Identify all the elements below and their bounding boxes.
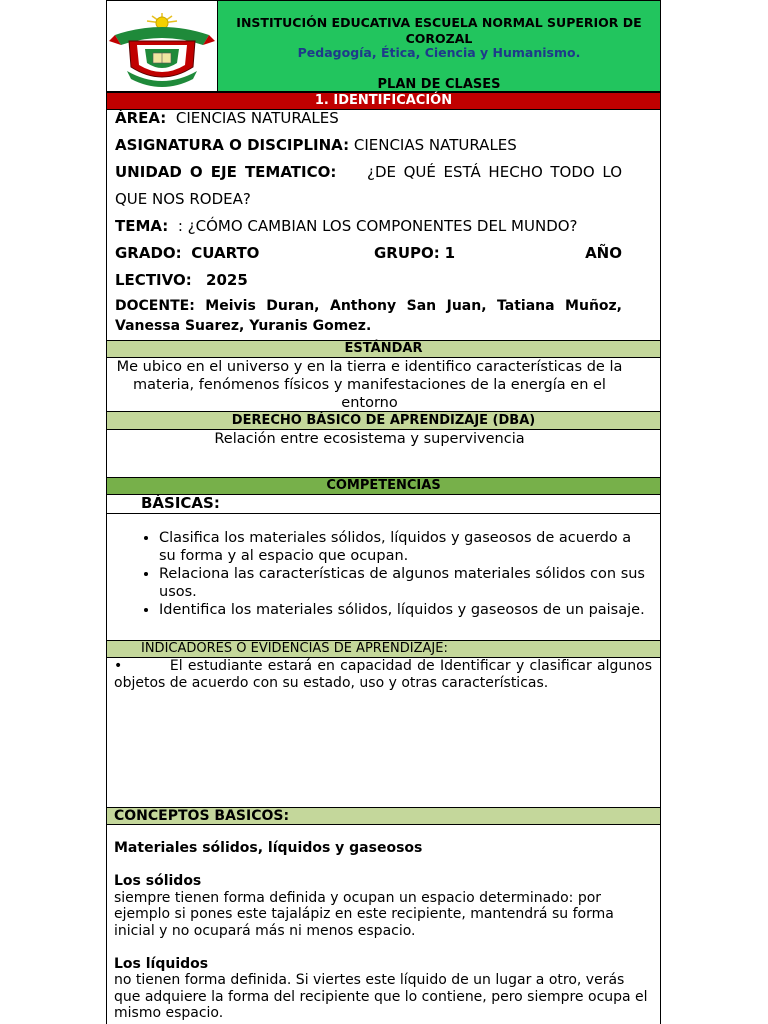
year-field [115,240,622,267]
unit-value: ¿DE QUÉ ESTÁ HECHO TODO LO QUE NOS RODEA? [115,163,623,208]
plan-title: PLAN DE CLASES [377,77,501,92]
liquids-title: Los líquidos [114,955,209,972]
group-value: 1 [444,244,456,262]
area-field [115,105,622,132]
competencies-section-bar: COMPETENCIAS [107,477,660,495]
indicator-bullet: • [114,658,123,674]
subject-field [115,132,622,159]
topic-label: TEMA: [115,217,169,235]
grade-label: GRADO: [115,244,182,262]
standard-section-bar: ESTÁNDAR [107,340,660,358]
concepts-body [114,840,650,1022]
lesson-plan-document [106,0,661,1024]
solids-text: siempre tienen forma definida y ocupan un espacio determinado: por ejemplo si pones este tajalápiz en este recipiente, mantendrá su forma inicial y no ocupará más ni menos espacio. [114,889,614,939]
institution-info-cell [218,1,660,91]
identification-section-bar: 1. IDENTIFICACIÓN [107,92,660,110]
grade-value: CUARTO [191,244,260,262]
competency-item: • Identifica los materiales sólidos, líquidos y gaseosos de un paisaje. [159,602,652,620]
concepts-heading: Materiales sólidos, líquidos y gaseosos [114,840,423,856]
standard-text: Me ubico en el universo y en la tierra e identifico características de la materia, fenómenos físicos y manifestaciones de la energía en el entorno [116,359,623,411]
competency-item: • Clasifica los materiales sólidos, líquidos y gaseosos de acuerdo a su forma y al espacio que ocupan. [159,530,652,565]
school-logo-cell [107,1,218,91]
competency-item: • Relaciona las características de algunos materiales sólidos con sus usos. [159,566,652,601]
competencies-list [117,530,652,621]
subject-value: CIENCIAS NATURALES [353,136,517,154]
group-label: GRUPO: [374,244,440,262]
topic-value: : ¿CÓMO CAMBIAN LOS COMPONENTES DEL MUNDO? [177,217,578,235]
area-value: CIENCIAS NATURALES [175,109,339,127]
year-label: LECTIVO: [115,271,192,289]
basic-competencies-label: BÁSICAS: [107,494,660,514]
liquids-text: no tienen forma definida. Si viertes este líquido de un lugar a otro, verás que adquiere la forma del recipiente que lo contiene, pero siempre ocupa el mismo espacio. [114,972,648,1021]
indicator-statement: El estudiante estará en capacidad de Identificar y clasificar algunos objetos de acuerdo con su estado, uso y otras características. [114,658,652,691]
indicators-text [114,658,652,692]
year-field-line2 [115,267,622,294]
institution-name: INSTITUCIÓN EDUCATIVA ESCUELA NORMAL SUPERIOR DE COROZAL [236,15,642,46]
institution-motto: Pedagogía, Ética, Ciencia y Humanismo. [297,45,581,60]
solids-title: Los sólidos [114,873,202,889]
teacher-value: Meivis Duran, Anthony San Juan, Tatiana Muñoz, Vanessa Suarez, Yuranis Gomez. [115,298,623,334]
school-crest-icon [107,1,217,91]
teacher-label: DOCENTE: [115,298,195,314]
dba-section-bar: DERECHO BÁSICO DE APRENDIZAJE (DBA) [107,411,660,430]
unit-field [115,159,622,213]
teacher-field [115,296,622,336]
unit-label: UNIDAD O EJE TEMATICO: [115,163,337,181]
topic-field [115,213,622,240]
dba-text: Relación entre ecosistema y supervivencia [214,431,525,447]
document-header [107,0,660,92]
area-label: ÁREA: [115,109,167,127]
concepts-section-bar: CONCEPTOS BASICOS: [107,807,660,825]
year-value: 2025 [206,271,248,289]
subject-label: ASIGNATURA O DISCIPLINA: [115,136,350,154]
year-label-part: AÑO [585,244,622,262]
indicators-section-bar: INDICADORES O EVIDENCIAS DE APRENDIZAJE: [107,640,660,658]
